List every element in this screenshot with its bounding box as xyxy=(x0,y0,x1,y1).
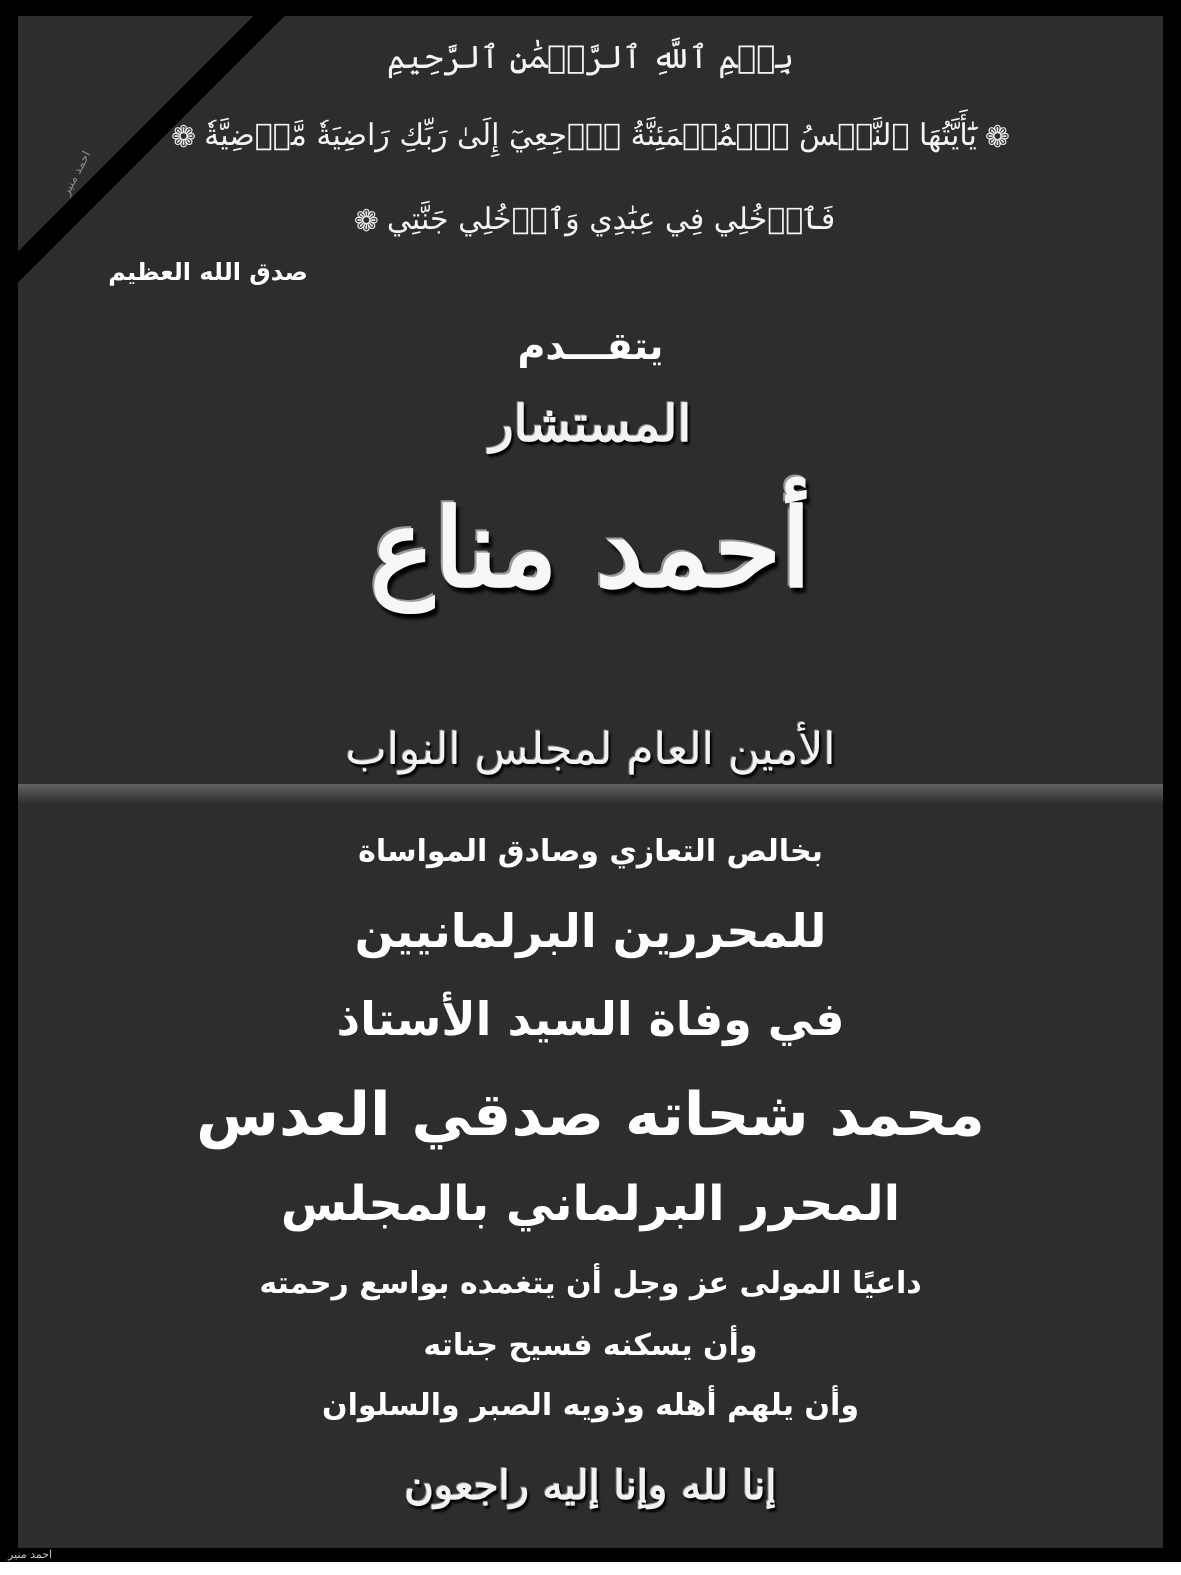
prayer-line-1: داعيًا المولى عز وجل أن يتغمده بواسع رحمته xyxy=(259,1266,922,1301)
verse-line-2-text: فَٱدۡخُلِي فِي عِبَٰدِي وَٱدۡخُلِي جَنَّتِي xyxy=(386,202,836,237)
condolence-phrase: بخالص التعازي وصادق المواساة xyxy=(358,834,823,869)
verse-line-2 xyxy=(18,202,1163,239)
verse-line-1-text: يَٰٓأَيَّتُهَا ٱلنَّفۡسُ ٱلۡمُطۡمَئِنَّةُ ٱرۡجِعِيٓ إِلَىٰ رَبِّكِ رَاضِيَةٗ مَّرۡضِيَّةٗ xyxy=(204,118,977,153)
condolence-card xyxy=(18,16,1163,1548)
sender-title: المستشار xyxy=(489,394,692,453)
prayer-line-3: وأن يلهم أهله وذويه الصبر والسلوان xyxy=(322,1388,859,1423)
prayer-line-2: وأن يسكنه فسيح جناته xyxy=(423,1328,758,1363)
sender-name: أحمد مناع xyxy=(369,486,812,612)
recipients: للمحررين البرلمانيين xyxy=(354,904,827,958)
flower-ornament-icon: ❁ xyxy=(171,119,197,155)
verse-line-1 xyxy=(18,118,1163,155)
sadaq-allah: صدق الله العظيم xyxy=(108,258,308,286)
occasion: في وفاة السيد الأستاذ xyxy=(336,992,845,1046)
offers-heading: يتقـــدم xyxy=(517,324,664,368)
deceased-role: المحرر البرلماني بالمجلس xyxy=(280,1176,901,1232)
closing-verse: إنا لله وإنا إليه راجعون xyxy=(404,1462,777,1509)
deceased-name: محمد شحاته صدقي العدس xyxy=(196,1080,985,1150)
position-reflection xyxy=(18,784,1163,804)
flower-ornament-icon: ❁ xyxy=(984,119,1010,155)
basmala: بِسۡمِ ٱللَّهِ ٱلرَّحۡمَٰنِ ٱلرَّحِيمِ xyxy=(386,38,795,76)
footer-credit: احمد منير xyxy=(8,1548,53,1561)
flower-ornament-icon: ❁ xyxy=(353,203,379,239)
ribbon-credit: احمد منير xyxy=(58,148,94,198)
sender-position: الأمين العام لمجلس النواب xyxy=(345,724,836,775)
